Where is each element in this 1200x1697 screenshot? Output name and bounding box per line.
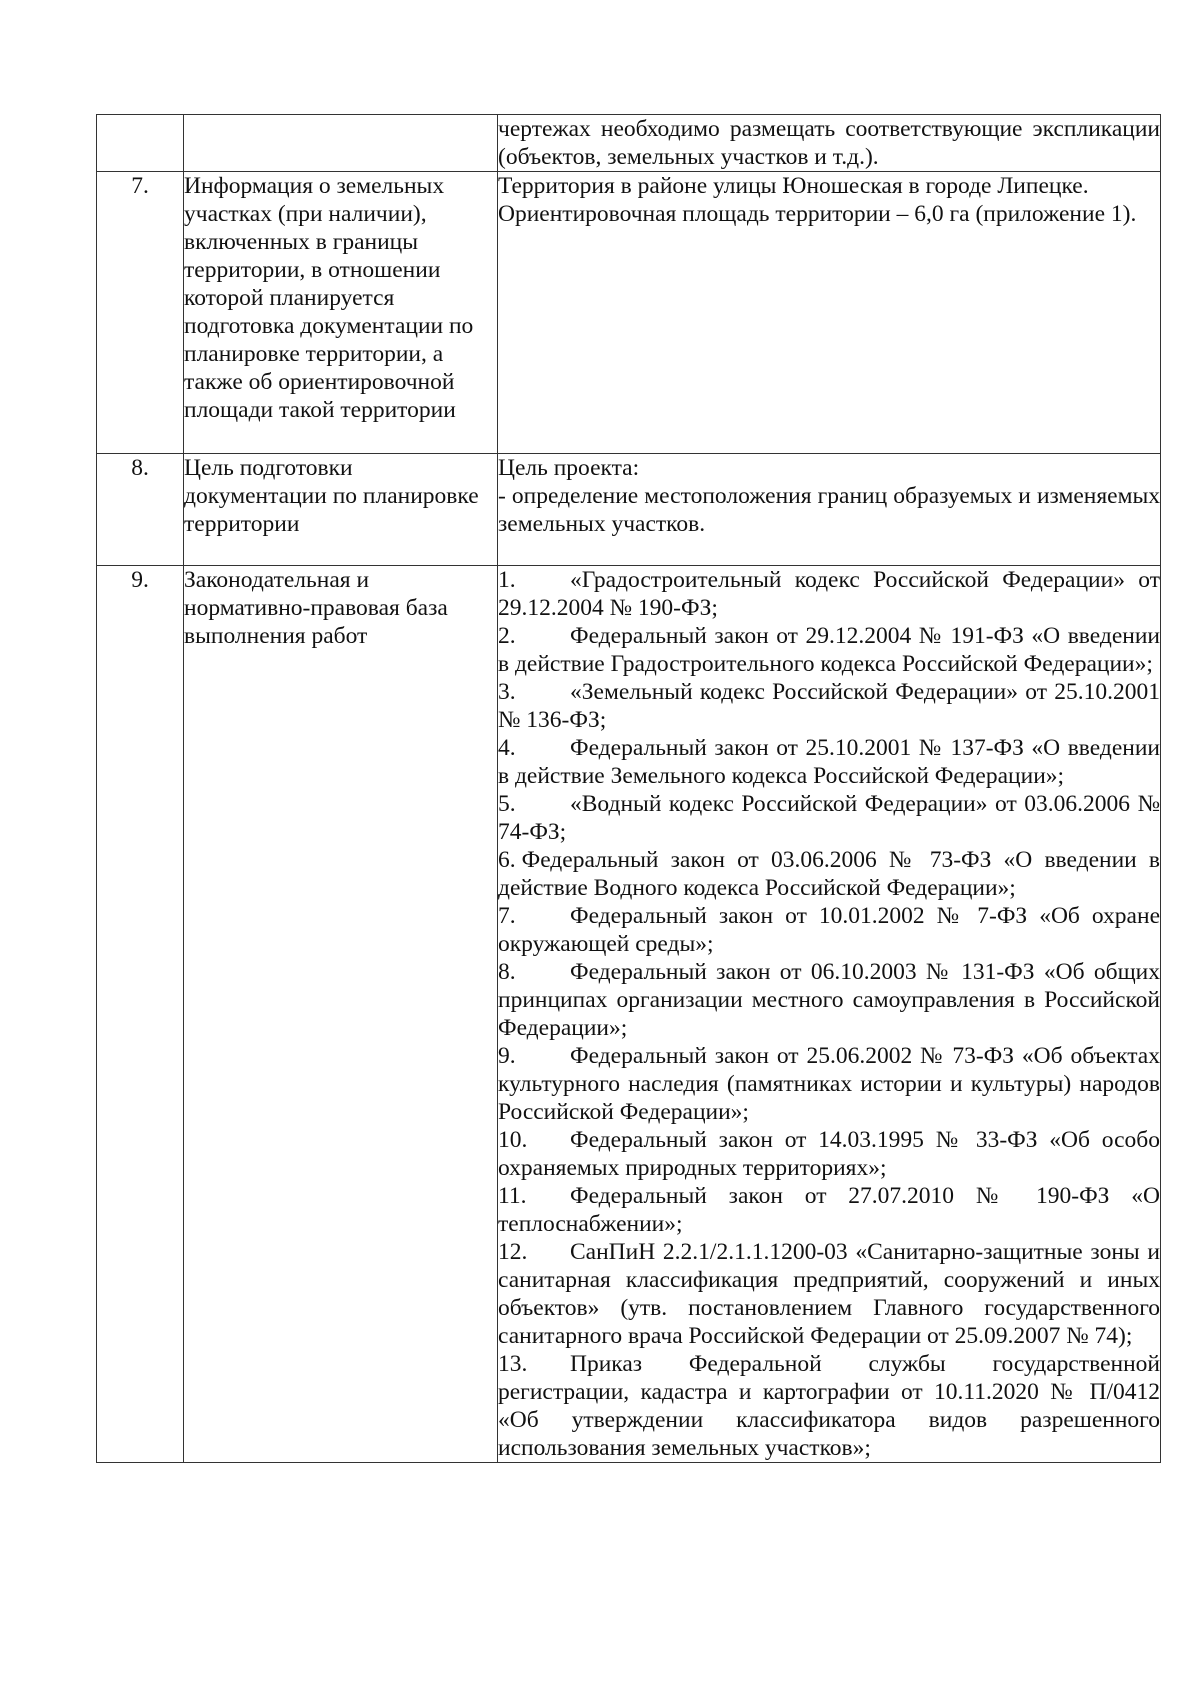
list-item [498, 958, 1160, 1042]
row-name: Информация о земельных участках (при наличии), включенных в границы территории, в отношении которой планируется подготовка документации по планировке территории, а также об ориентировочной площади такой территории [184, 172, 498, 454]
list-item [498, 902, 1160, 958]
table-row [97, 115, 1161, 172]
list-item-text: Федеральный закон от 06.10.2003 № 131-ФЗ «Об общих принципах организации местного самоуправления в Российской Федерации»; [498, 959, 1160, 1041]
legal-basis-list [498, 566, 1161, 1463]
list-item [498, 1126, 1160, 1182]
list-item-number: 4. [498, 735, 516, 761]
table-row [97, 566, 1161, 1463]
row-number: 8. [97, 454, 184, 566]
row-number: 7. [97, 172, 184, 454]
list-item-text: Федеральный закон от 27.07.2010 № 190-ФЗ «О теплоснабжении»; [498, 1183, 1160, 1237]
list-item-text: Приказ Федеральной службы государственной регистрации, кадастра и картографии от 10.11.2020 № П/0412 «Об утверждении классификатора видов разрешенного использования земельных участков»; [498, 1351, 1160, 1461]
list-item-text: Федеральный закон от 29.12.2004 № 191-ФЗ «О введении в действие Градостроительного кодекса Российской Федерации»; [498, 623, 1160, 677]
list-item-number: 13. [498, 1351, 528, 1377]
list-item [498, 1350, 1160, 1462]
list-item [498, 1042, 1160, 1126]
list-item-number: 8. [498, 959, 516, 985]
row-name: Цель подготовки документации по планировке территории [184, 454, 498, 566]
requirements-table [96, 114, 1161, 1463]
list-item-text: Федеральный закон от 10.01.2002 № 7-ФЗ «Об охране окружающей среды»; [498, 903, 1160, 957]
list-item [498, 734, 1160, 790]
list-item [498, 1238, 1160, 1350]
list-item [498, 790, 1160, 846]
row-value [498, 172, 1161, 454]
list-item [498, 1182, 1160, 1238]
row-name: Законодательная и нормативно-правовая база выполнения работ [184, 566, 498, 1463]
row-name [184, 115, 498, 172]
list-item-text: «Водный кодекс Российской Федерации» от 03.06.2006 № 74-ФЗ; [498, 791, 1160, 845]
list-item-text: Федеральный закон от 25.10.2001 № 137-ФЗ «О введении в действие Земельного кодекса Российской Федерации»; [498, 735, 1160, 789]
list-item-text: Федеральный закон от 25.06.2002 № 73-ФЗ «Об объектах культурного наследия (памятниках истории и культуры) народов Российской Федерации»; [498, 1043, 1160, 1125]
paragraph: чертежах необходимо размещать соответствующие экспликации (объектов, земельных участков и т.д.). [498, 116, 1160, 170]
paragraph: Цель проекта: [498, 455, 640, 481]
paragraph: - определение местоположения границ образуемых и изменяемых земельных участков. [498, 483, 1160, 537]
list-item-number: 7. [498, 903, 516, 929]
list-item-text: Федеральный закон от 03.06.2006 № 73-ФЗ «О введении в действие Водного кодекса Российской Федерации»; [498, 847, 1160, 901]
paragraph: Ориентировочная площадь территории – 6,0 га (приложение 1). [498, 201, 1137, 227]
list-item-number: 10. [498, 1127, 528, 1153]
list-item [498, 846, 1160, 902]
list-item-text: «Земельный кодекс Российской Федерации» от 25.10.2001 № 136-ФЗ; [498, 679, 1160, 733]
paragraph: Территория в районе улицы Юношеская в городе Липецке. [498, 173, 1089, 199]
list-item-text: СанПиН 2.2.1/2.1.1.1200-03 «Санитарно-защитные зоны и санитарная классификация предприятий, сооружений и иных объектов» (утв. постановлением Главного государственного санитарного врача Российской Федерации от 25.09.2007 № 74); [498, 1239, 1160, 1349]
list-item-text: Федеральный закон от 14.03.1995 № 33-ФЗ «Об особо охраняемых природных территориях»; [498, 1127, 1160, 1181]
list-item [498, 566, 1160, 622]
row-number [97, 115, 184, 172]
list-item [498, 622, 1160, 678]
list-item-number: 6. [498, 847, 516, 873]
table-row [97, 454, 1161, 566]
row-value [498, 115, 1161, 172]
row-number: 9. [97, 566, 184, 1463]
row-value [498, 454, 1161, 566]
list-item-number: 12. [498, 1239, 528, 1265]
list-item-number: 2. [498, 623, 516, 649]
list-item-number: 3. [498, 679, 516, 705]
list-item-number: 1. [498, 567, 516, 593]
table-row [97, 172, 1161, 454]
list-item [498, 678, 1160, 734]
list-item-number: 11. [498, 1183, 527, 1209]
list-item-text: «Градостроительный кодекс Российской Федерации» от 29.12.2004 № 190-ФЗ; [498, 567, 1160, 621]
list-item-number: 9. [498, 1043, 516, 1069]
list-item-number: 5. [498, 791, 516, 817]
